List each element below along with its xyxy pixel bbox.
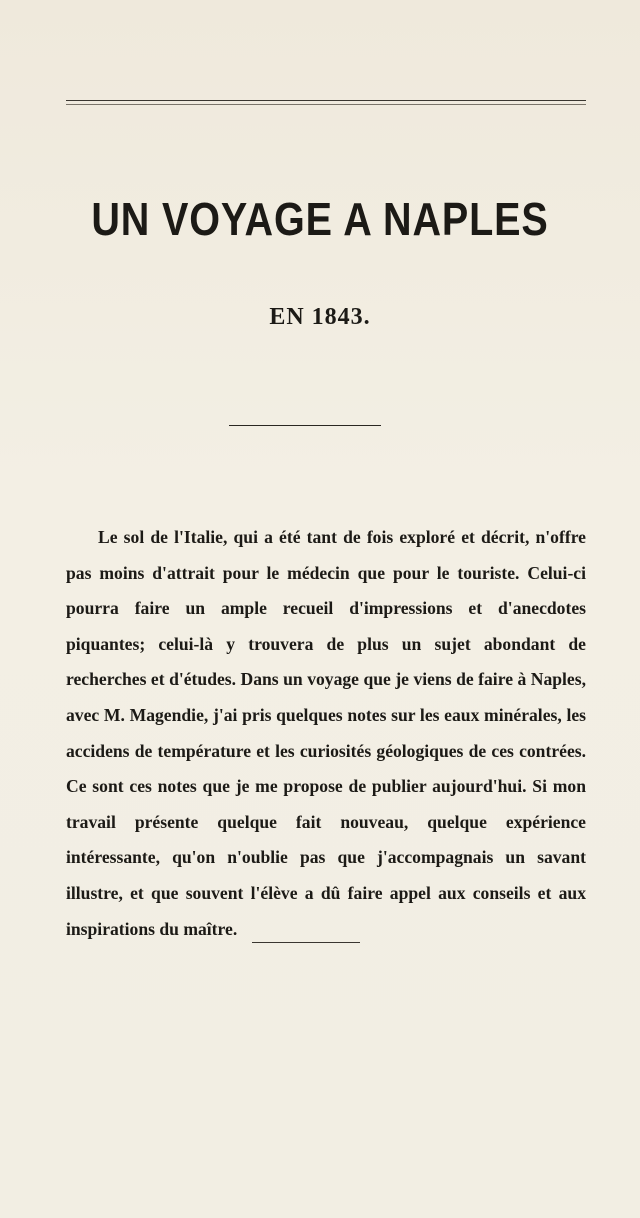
section-divider — [229, 425, 381, 426]
top-double-rule — [66, 100, 586, 101]
body-paragraph-text: Le sol de l'Italie, qui a été tant de fois exploré et décrit, n'offre pas moins d'attrait pour le médecin que pour le touriste. Celui-ci pourra faire un ample recueil d'impressions et d'anecdotes piquantes; celui-là y trouvera de plus un sujet abondant de recherches et d'études. Dans un voyage que je viens de faire à Naples, avec M. Magendie, j'ai pris quelques notes sur les eaux minérales, les accidens de température et les curiosités géologiques de ces contrées. Ce sont ces notes que je me propose de publier aujourd'hui. Si mon travail présente quelque fait nouveau, quelque expérience intéressante, qu'on n'oublie pas que j'accompagnais un savant illustre, et que souvent l'élève a dû faire appel aux conseils et aux inspirations du maître. — [66, 527, 586, 939]
page-subtitle: EN 1843. — [269, 304, 371, 330]
body-paragraph — [66, 520, 586, 947]
top-double-rule-lower — [66, 104, 586, 105]
end-divider — [252, 942, 360, 943]
page-title: UN VOYAGE A NAPLES — [91, 193, 549, 245]
